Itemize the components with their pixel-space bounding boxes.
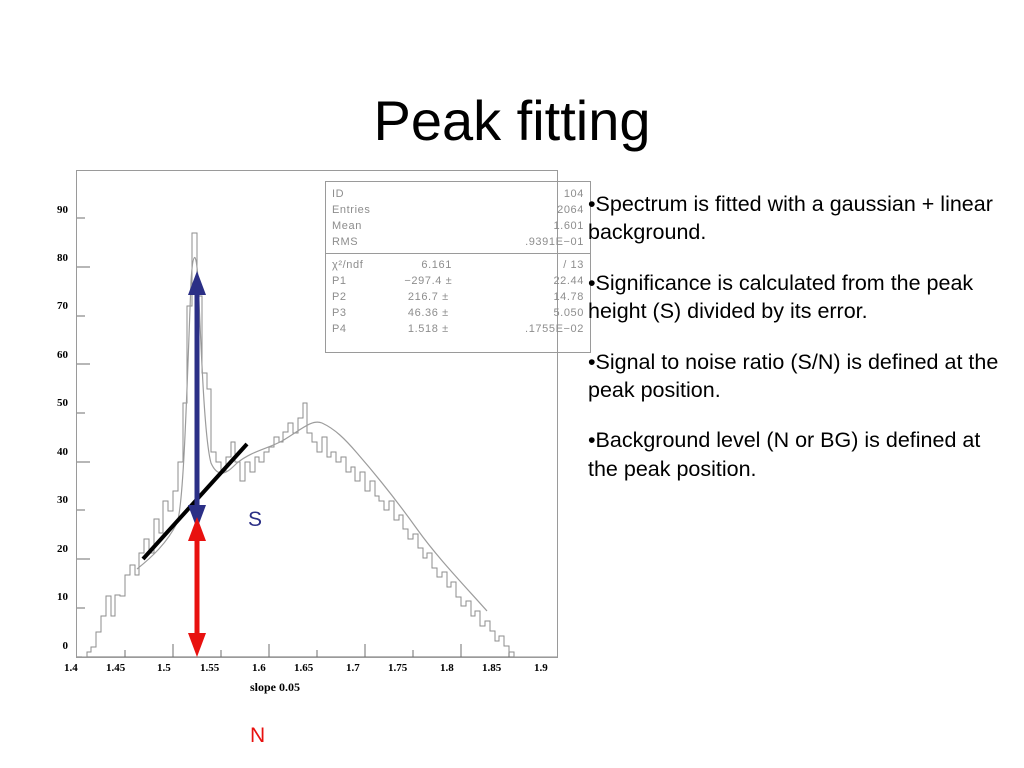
stat-value: 2064	[557, 204, 584, 216]
y-tick-50: 50	[57, 397, 68, 409]
y-tick-90: 90	[57, 204, 68, 216]
stat-row	[332, 273, 584, 289]
histogram-figure	[30, 160, 584, 747]
x-tick-1.65: 1.65	[294, 662, 314, 674]
bullet-item: •Background level (N or BG) is defined at the peak position.	[588, 428, 981, 481]
stat-key: χ²/ndf	[332, 259, 364, 271]
statistics-upper	[326, 182, 590, 252]
page-title: Peak fitting	[373, 88, 651, 152]
stat-value-2: 14.78	[553, 291, 584, 303]
noise-arrow	[188, 517, 206, 657]
bullet-item: •Spectrum is fitted with a gaussian + linear background.	[588, 192, 993, 245]
stat-key: RMS	[332, 236, 359, 248]
y-tick-30: 30	[57, 494, 68, 506]
x-tick-1.55: 1.55	[200, 662, 220, 674]
stat-row	[332, 289, 584, 305]
stat-value: 46.36 ±	[407, 307, 449, 319]
x-tick-1.4: 1.4	[64, 662, 78, 674]
stat-row	[332, 257, 584, 273]
bullet-list	[588, 190, 1006, 483]
stat-value: 216.7 ±	[407, 291, 449, 303]
noise-annotation-label: N	[250, 724, 266, 747]
stat-row	[332, 234, 584, 250]
stat-row	[332, 305, 584, 321]
stat-row	[332, 218, 584, 234]
stat-value-2: 22.44	[553, 275, 584, 287]
y-tick-10: 10	[57, 591, 68, 603]
x-tick-1.85: 1.85	[482, 662, 502, 674]
stat-value: 6.161	[421, 259, 452, 271]
stat-row	[332, 186, 584, 202]
stat-value-2: / 13	[563, 259, 584, 271]
statistics-box	[325, 181, 591, 353]
stat-value: .9391E−01	[525, 236, 584, 248]
x-tick-1.7: 1.7	[346, 662, 360, 674]
stat-key: P3	[332, 307, 347, 319]
stat-row	[332, 321, 584, 337]
stat-row	[332, 202, 584, 218]
stat-key: P1	[332, 275, 347, 287]
y-tick-80: 80	[57, 252, 68, 264]
stat-value: 1.518 ±	[407, 323, 449, 335]
x-tick-1.6: 1.6	[252, 662, 266, 674]
figure-caption: slope 0.05	[250, 680, 301, 694]
y-tick-0: 0	[62, 640, 68, 652]
stat-value: −297.4 ±	[404, 275, 453, 287]
x-tick-1.5: 1.5	[157, 662, 171, 674]
stat-value: 104	[563, 188, 584, 200]
stat-key: Mean	[332, 220, 362, 232]
stat-key: ID	[332, 188, 345, 200]
stat-value-2: 5.050	[553, 307, 584, 319]
x-tick-1.8: 1.8	[440, 662, 454, 674]
stat-key: P2	[332, 291, 347, 303]
y-tick-70: 70	[57, 300, 68, 312]
y-tick-60: 60	[57, 349, 68, 361]
statistics-lower	[326, 254, 590, 339]
signal-annotation-label: S	[248, 508, 263, 531]
stat-value-2: .1755E−02	[525, 323, 584, 335]
x-tick-1.75: 1.75	[388, 662, 408, 674]
stat-key: P4	[332, 323, 347, 335]
stat-key: Entries	[332, 204, 371, 216]
x-tick-1.9: 1.9	[534, 662, 548, 674]
stat-value: 1.601	[553, 220, 584, 232]
y-tick-40: 40	[57, 446, 68, 458]
bullet-item: •Signal to noise ratio (S/N) is defined at the peak position.	[588, 349, 999, 402]
plot-area	[76, 170, 584, 658]
bullet-item: •Significance is calculated from the peak height (S) divided by its error.	[588, 270, 974, 324]
y-tick-20: 20	[57, 543, 68, 555]
x-tick-1.45: 1.45	[106, 662, 126, 674]
